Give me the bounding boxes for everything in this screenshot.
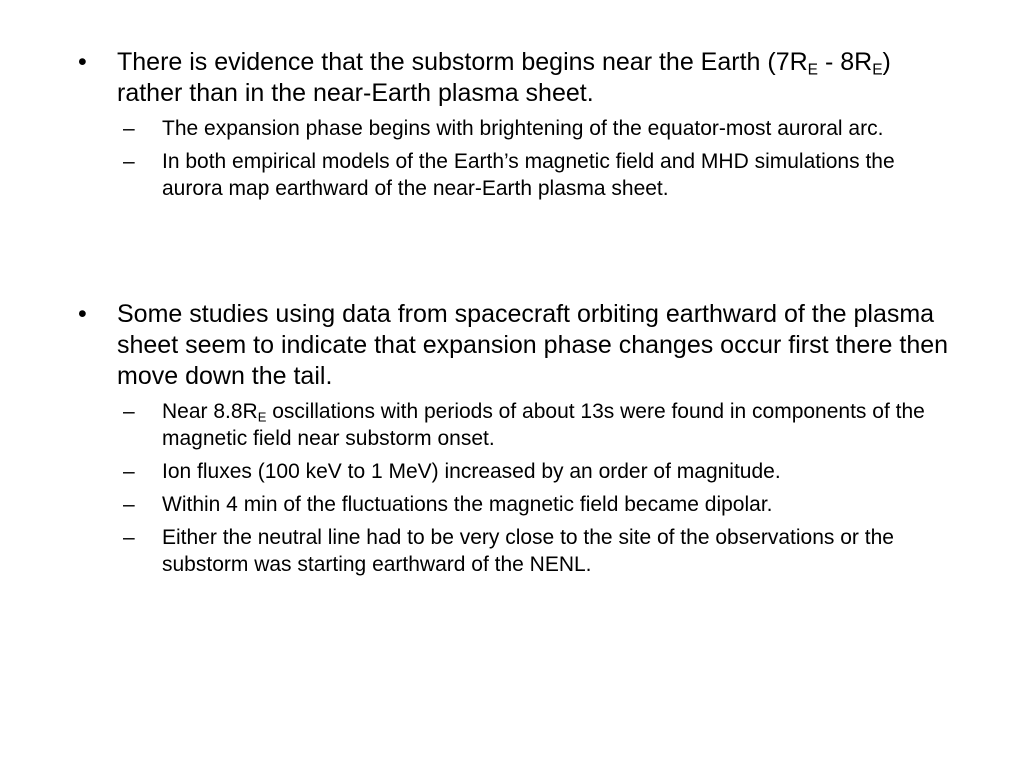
sub-bullet-point bbox=[78, 398, 958, 452]
bullet-block-substorm-location bbox=[78, 47, 958, 208]
bullet-text: There is evidence that the substorm begins near the Earth $(7R_E - 8R_E)$ rather than in the near-Earth plasma sheet. bbox=[117, 48, 891, 107]
sub-bullet-text: Within 4 min of the fluctuations the magnetic field became dipolar. bbox=[162, 493, 773, 516]
sub-bullet-point bbox=[78, 115, 958, 142]
bullet-block-spacecraft-studies bbox=[78, 299, 958, 584]
subscript: E bbox=[807, 61, 818, 79]
dash-marker: – bbox=[123, 526, 135, 549]
sub-bullet-point bbox=[78, 148, 958, 202]
bullet-point bbox=[78, 47, 958, 109]
bullet-point bbox=[78, 299, 958, 392]
subscript: E bbox=[257, 409, 267, 425]
sub-bullet-point bbox=[78, 491, 958, 518]
dash-marker: – bbox=[123, 400, 135, 423]
bullet-text: Some studies using data from spacecraft orbiting earthward of the plasma sheet seem to indicate that expansion phase changes occur first there then move down the tail. bbox=[117, 300, 949, 390]
dash-marker: – bbox=[123, 493, 135, 516]
subscript: E bbox=[872, 61, 883, 79]
sub-bullet-list bbox=[78, 115, 958, 202]
sub-bullet-text: The expansion phase begins with brightening of the equator-most auroral arc. bbox=[162, 117, 884, 140]
dash-marker: – bbox=[123, 460, 135, 483]
sub-bullet-point bbox=[78, 524, 958, 578]
sub-bullet-text: Either the neutral line had to be very close to the site of the observations or the substorm was starting earthward of the NENL. bbox=[162, 526, 894, 576]
dash-marker: – bbox=[123, 150, 135, 173]
sub-bullet-list bbox=[78, 398, 958, 578]
sub-bullet-text: In both empirical models of the Earth’s magnetic field and MHD simulations the aurora map earthward of the near-Earth plasma sheet. bbox=[162, 150, 895, 200]
sub-bullet-text: Near $8.8R_E$ oscillations with periods of about 13s were found in components of the magnetic field near substorm onset. bbox=[162, 400, 925, 450]
sub-bullet-text: Ion fluxes (100 keV to 1 MeV) increased by an order of magnitude. bbox=[162, 460, 781, 483]
bullet-marker: • bbox=[78, 300, 87, 328]
sub-bullet-point bbox=[78, 458, 958, 485]
dash-marker: – bbox=[123, 117, 135, 140]
bullet-marker: • bbox=[78, 48, 87, 76]
